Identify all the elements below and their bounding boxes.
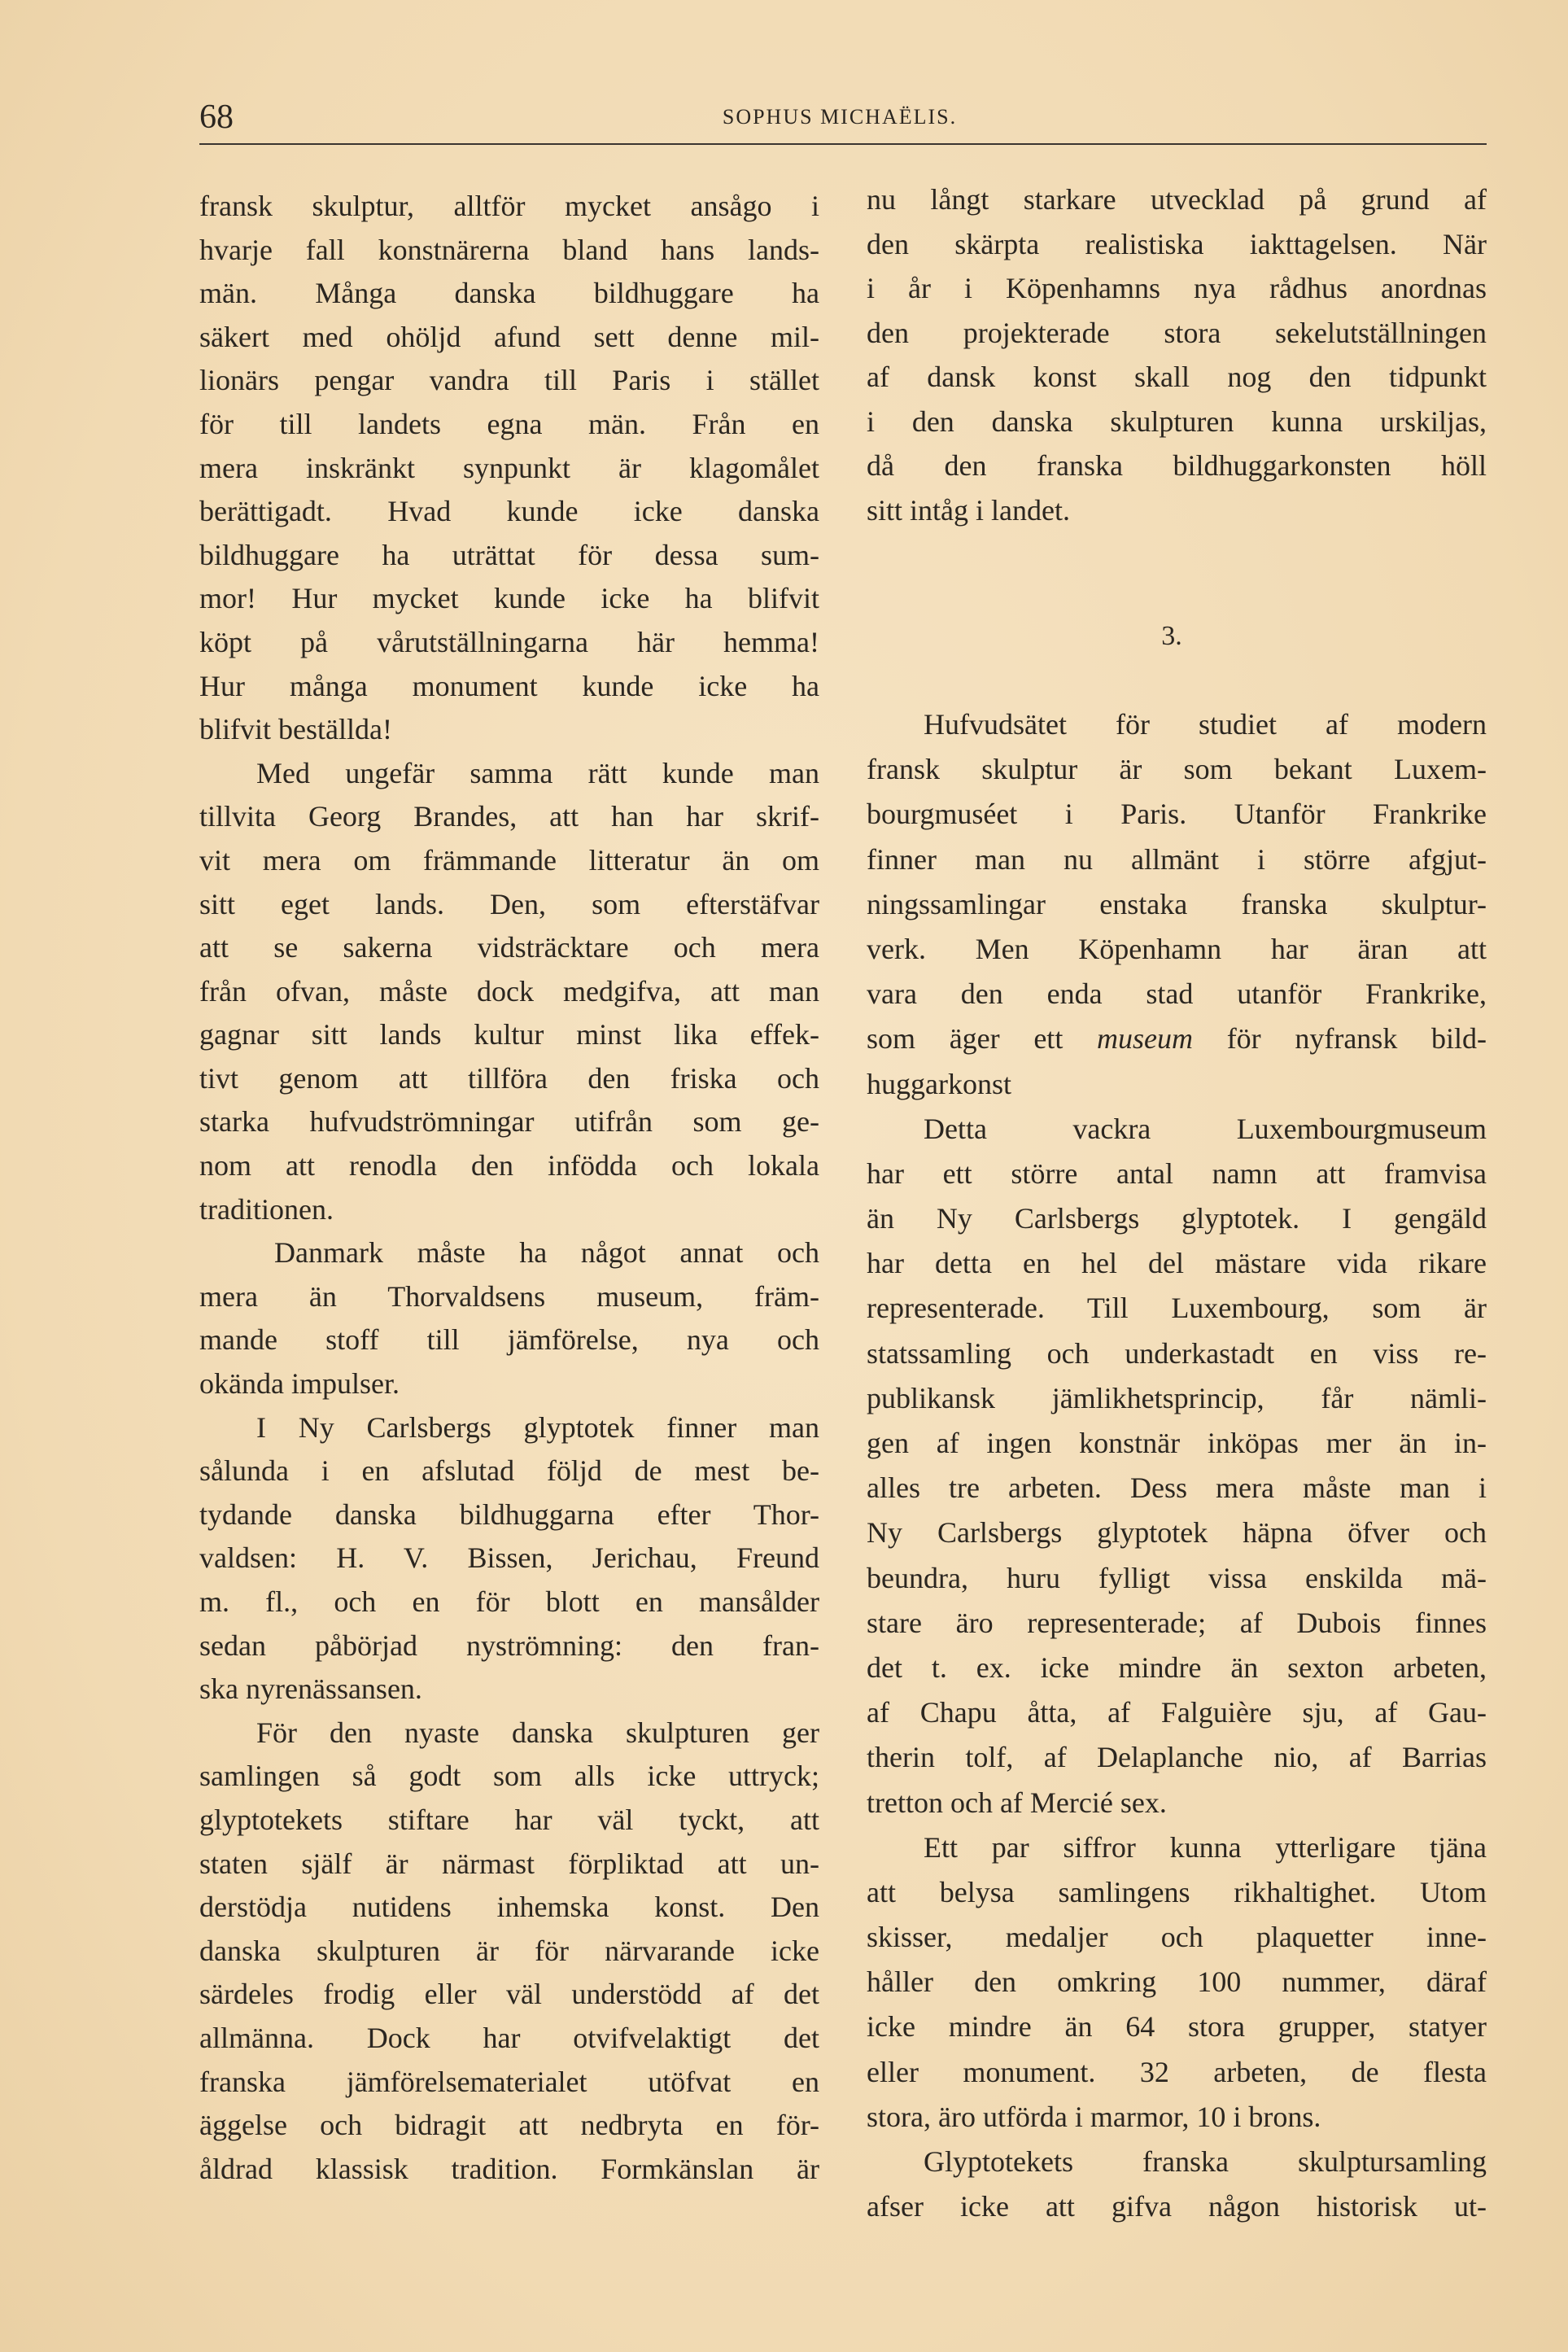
section-number: 3. — [1161, 621, 1182, 651]
text-line: fransk skulptur är som bekant Luxem- — [867, 753, 1487, 786]
text-line: män. Många danska bildhuggare ha — [199, 277, 819, 310]
text-line: staten själf är närmast förpliktad att un- — [199, 1847, 819, 1880]
text-line: håller den omkring 100 nummer, däraf — [867, 1965, 1487, 1999]
text-line: stora, äro utförda i marmor, 10 i brons. — [867, 2100, 1321, 2133]
text-line: bildhuggare ha uträttat för dessa sum- — [199, 538, 819, 571]
text-line: blifvit beställda! — [199, 713, 392, 746]
text-line: Hur många monument kunde icke ha — [199, 669, 819, 702]
text-line: säkert med ohöljd afund sett denne mil- — [199, 320, 819, 353]
text-line: representerade. Till Luxembourg, som är — [867, 1292, 1487, 1325]
text-line: bourgmuséet i Paris. Utanför Frankrike — [867, 798, 1487, 831]
text-line: m. fl., och en för blott en mansålder — [199, 1585, 819, 1618]
text-line: af dansk konst skall nog den tidpunkt — [867, 361, 1487, 393]
text-line: verk. Men Köpenhamn har äran att — [867, 932, 1487, 965]
text-line: therin tolf, af Delaplanche nio, af Barrias — [867, 1741, 1487, 1774]
text-line: sedan påbörjad nyströmning: den fran- — [199, 1628, 819, 1662]
header-rule — [199, 143, 1487, 145]
text-line: sitt eget lands. Den, som efterstäfvar — [199, 887, 819, 920]
text-segment: för nyfransk bild- — [1193, 1022, 1487, 1056]
text-line: vit mera om främmande litteratur än om — [199, 843, 819, 877]
text-line: huggarkonst — [867, 1067, 1011, 1100]
text-line: ningssamlingar enstaka franska skulptur- — [867, 887, 1487, 920]
text-line: äggelse och bidragit att nedbryta en för- — [199, 2109, 819, 2142]
text-line: alles tre arbeten. Dess mera måste man i — [867, 1471, 1487, 1505]
text-line: I Ny Carlsbergs glyptotek finner man — [256, 1410, 819, 1444]
text-line: derstödja nutidens inhemska konst. Den — [199, 1891, 819, 1924]
text-line: den skärpta realistiska iakttagelsen. När — [867, 227, 1487, 260]
text-segment: som äger ett — [867, 1022, 1098, 1056]
text-line: då den franska bildhuggarkonsten höll — [867, 449, 1487, 482]
text-line: köpt på vårutställningarna här hemma! — [199, 625, 819, 658]
text-line: tivt genom att tillföra den friska och — [199, 1061, 819, 1095]
text-line: allmänna. Dock har otvifvelaktigt det — [199, 2021, 819, 2054]
text-line: hvarje fall konstnärerna bland hans lands- — [199, 233, 819, 266]
text-line: af Chapu åtta, af Falguière sju, af Gau- — [867, 1696, 1487, 1729]
text-line: från ofvan, måste dock medgifva, att man — [199, 974, 819, 1008]
text-line: lionärs pengar vandra till Paris i stället — [199, 364, 819, 397]
text-line: har ett större antal namn att framvisa — [867, 1156, 1487, 1190]
text-line: Ny Carlsbergs glyptotek häpna öfver och — [867, 1516, 1487, 1550]
text-line: afser icke att gifva någon historisk ut- — [867, 2190, 1487, 2223]
text-line: nu långt starkare utvecklad på grund af — [867, 183, 1487, 216]
text-line — [867, 1016, 1487, 1061]
text-line: fransk skulptur, alltför mycket ansågo i — [199, 190, 819, 222]
text-line: har detta en hel del mästare vida rikare — [867, 1247, 1487, 1280]
running-title: SOPHUS MICHAËLIS. — [722, 105, 958, 129]
text-line: mor! Hur mycket kunde icke ha blifvit — [199, 582, 819, 615]
left-column — [199, 185, 819, 2191]
page-number: 68 — [199, 98, 234, 136]
text-line: det t. ex. icke mindre än sexton arbeten, — [867, 1650, 1487, 1684]
text-line: valdsen: H. V. Bissen, Jerichau, Freund — [199, 1541, 819, 1575]
text-line: icke mindre än 64 stora grupper, statyer — [867, 2010, 1487, 2044]
text-line: finner man nu allmänt i större afgjut- — [867, 842, 1487, 876]
text-line: att belysa samlingens rikhaltighet. Utom — [867, 1875, 1487, 1908]
text-line: mera än Thorvaldsens museum, främ- — [199, 1279, 819, 1313]
right-column-bottom — [867, 702, 1487, 2229]
text-line: Danmark måste ha något annat och — [274, 1236, 819, 1270]
text-line: tretton och af Mercié sex. — [867, 1786, 1167, 1819]
text-line: publikansk jämlikhetsprincip, får nämli- — [867, 1381, 1487, 1414]
text-line: sålunda i en afslutad följd de mest be- — [199, 1454, 819, 1488]
text-line: mera inskränkt synpunkt är klagomålet — [199, 451, 819, 484]
text-line: för till landets egna män. Från en — [199, 407, 819, 440]
text-line: beundra, huru fylligt vissa enskilda mä- — [867, 1561, 1487, 1594]
italic-word: museum — [1097, 1022, 1193, 1056]
text-line: glyptotekets stiftare har väl tyckt, att — [199, 1803, 819, 1836]
text-line: vara den enda stad utanför Frankrike, — [867, 977, 1487, 1011]
text-line: skisser, medaljer och plaquetter inne- — [867, 1921, 1487, 1954]
text-line: Detta vackra Luxembourgmuseum — [924, 1112, 1487, 1145]
text-line: tydande danska bildhuggarna efter Thor- — [199, 1497, 819, 1531]
text-line: eller monument. 32 arbeten, de flesta — [867, 2055, 1487, 2088]
text-line: i år i Köpenhamns nya rådhus anordnas — [867, 272, 1487, 304]
text-line: samlingen så godt som alls icke uttryck; — [199, 1760, 819, 1793]
text-line: än Ny Carlsbergs glyptotek. I gengäld — [867, 1202, 1487, 1235]
text-line: särdeles frodig eller väl understödd af det — [199, 1978, 819, 2011]
text-line: Med ungefär samma rätt kunde man — [256, 756, 819, 789]
text-line: traditionen. — [199, 1192, 334, 1226]
text-line: i den danska skulpturen kunna urskiljas, — [867, 404, 1487, 438]
text-line: gen af ingen konstnär inköpas mer än in- — [867, 1427, 1487, 1459]
text-line: att se sakerna vidsträcktare och mera — [199, 931, 819, 964]
text-line: nom att renodla den infödda och lokala — [199, 1149, 819, 1183]
text-line: Hufvudsätet för studiet af modern — [924, 708, 1487, 741]
text-line: sitt intåg i landet. — [867, 493, 1070, 527]
text-line: statssamling och underkastadt en viss re- — [867, 1336, 1487, 1370]
text-line: Ett par siffror kunna ytterligare tjäna — [924, 1830, 1487, 1864]
text-line: okända impulser. — [199, 1367, 400, 1401]
text-line: franska jämförelsematerialet utöfvat en — [199, 2065, 819, 2098]
text-line: den projekterade stora sekelutställningen — [867, 316, 1487, 349]
text-line: tillvita Georg Brandes, att han har skrif- — [199, 800, 819, 833]
text-line: starka hufvudströmningar utifrån som ge- — [199, 1105, 819, 1139]
text-line: berättigadt. Hvad kunde icke danska — [199, 495, 819, 528]
right-column-top — [867, 177, 1487, 532]
text-line: ska nyrenässansen. — [199, 1672, 422, 1706]
text-line: danska skulpturen är för närvarande icke — [199, 1934, 819, 1967]
text-line: Glyptotekets franska skulptursamling — [924, 2145, 1487, 2178]
text-line: För den nyaste danska skulpturen ger — [256, 1716, 819, 1749]
text-line: stare äro representerade; af Dubois finnes — [867, 1606, 1487, 1639]
text-line: åldrad klassisk tradition. Formkänslan är — [199, 2152, 819, 2185]
text-line: mande stoff till jämförelse, nya och — [199, 1323, 819, 1357]
text-line: gagnar sitt lands kultur minst lika effek- — [199, 1018, 819, 1051]
